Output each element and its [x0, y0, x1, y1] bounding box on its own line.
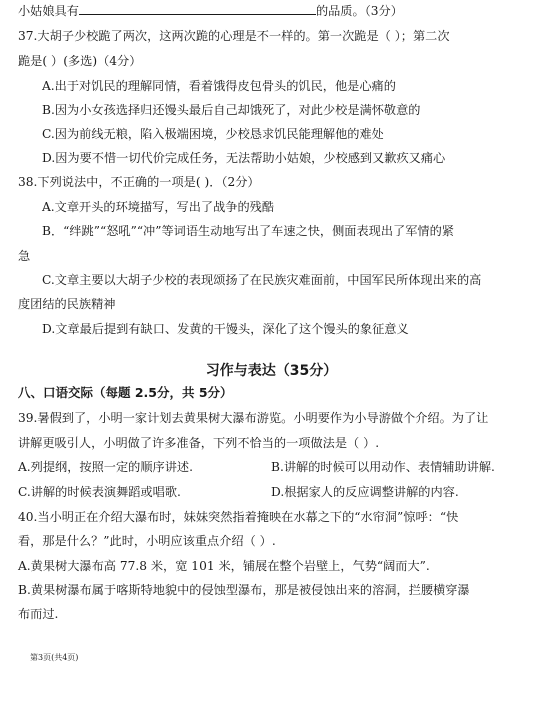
q38-option-c-line2: 度团结的民族精神: [18, 297, 116, 311]
part-heading: 八、口语交际（每题 2.5分，共 5分）: [18, 385, 233, 400]
q39-option-a: A.列提纲，按照一定的顺序讲述.: [18, 460, 193, 474]
q39-option-d: D.根据家人的反应调整讲解的内容.: [271, 485, 459, 499]
q38-option-c-line1: C.文章主要以大胡子少校的表现颂扬了在民族灾难面前，中国军民所体现出来的高: [42, 273, 482, 287]
q38-option-d: D.文章最后提到有缺口、发黄的干馒头，深化了这个馒头的象征意义: [42, 322, 409, 336]
q40-option-b-line2: 布而过.: [18, 607, 59, 621]
q39-option-c: C.讲解的时候表演舞蹈或唱歌.: [18, 485, 181, 499]
q39-options-row1: [18, 458, 495, 476]
q37-option-a: A.出于对饥民的理解同情，看着饿得皮包骨头的饥民，他是心痛的: [42, 79, 396, 93]
q40-option-a: A.黄果树大瀑布高 77.8 米，宽 101 米，铺展在整个岩壁上，气势“阔而大”.: [18, 559, 430, 573]
section-title: 习作与表达（35分）: [205, 363, 338, 379]
q38-option-b-line1: B．“绊跳”“怒吼”“冲”等词语生动地写出了车速之快，侧面表现出了军情的紧: [42, 224, 454, 238]
q38-stem: 38.下列说法中，不正确的一项是( )．（2分）: [18, 175, 260, 189]
q37-option-b: B.因为小女孩选择归还馒头最后自己却饿死了，对此少校是满怀敬意的: [42, 103, 421, 117]
page-number-footer: 第3页(共4页): [30, 653, 79, 662]
q37-stem-line2: 跪是( ）(多选)（4分）: [18, 54, 142, 68]
q40-stem-line2: 看，那是什么？”此时，小明应该重点介绍（ ）.: [18, 534, 276, 548]
q40-stem-line1: 40.当小明正在介绍大瀑布时，妹妹突然指着掩映在水幕之下的“水帘洞”惊呼：“快: [18, 510, 459, 524]
q39-options-row2: [18, 483, 459, 501]
previous-question-fill: 小姑娘具有 的品质。（3分）: [18, 4, 403, 18]
q37-stem-line1: 37.大胡子少校跪了两次，这两次跪的心理是不一样的。第一次跪是（ ）；第二次: [18, 29, 450, 43]
q39-option-b: B.讲解的时候可以用动作、表情辅助讲解.: [271, 460, 495, 474]
q37-option-c: C.因为前线无粮，陷入极端困境，少校恳求饥民能理解他的难处: [42, 127, 384, 141]
q40-option-b-line1: B.黄果树瀑布属于喀斯特地貌中的侵蚀型瀑布，那是被侵蚀出来的溶洞，拦腰横穿瀑: [18, 583, 470, 597]
q39-stem-line2: 讲解更吸引人，小明做了许多准备，下列不恰当的一项做法是（ ）.: [18, 436, 380, 450]
answer-blank[interactable]: [79, 2, 316, 15]
q38-option-a: A.文章开头的环境描写，写出了战争的残酷: [42, 200, 275, 214]
q37-option-d: D.因为要不惜一切代价完成任务，无法帮助小姑娘，少校感到又歉疚又痛心: [42, 151, 446, 165]
q38-option-b-line2: 急: [18, 249, 31, 263]
q39-stem-line1: 39.暑假到了，小明一家计划去黄果树大瀑布游览。小明要作为小导游做个介绍。为了让: [18, 411, 489, 425]
